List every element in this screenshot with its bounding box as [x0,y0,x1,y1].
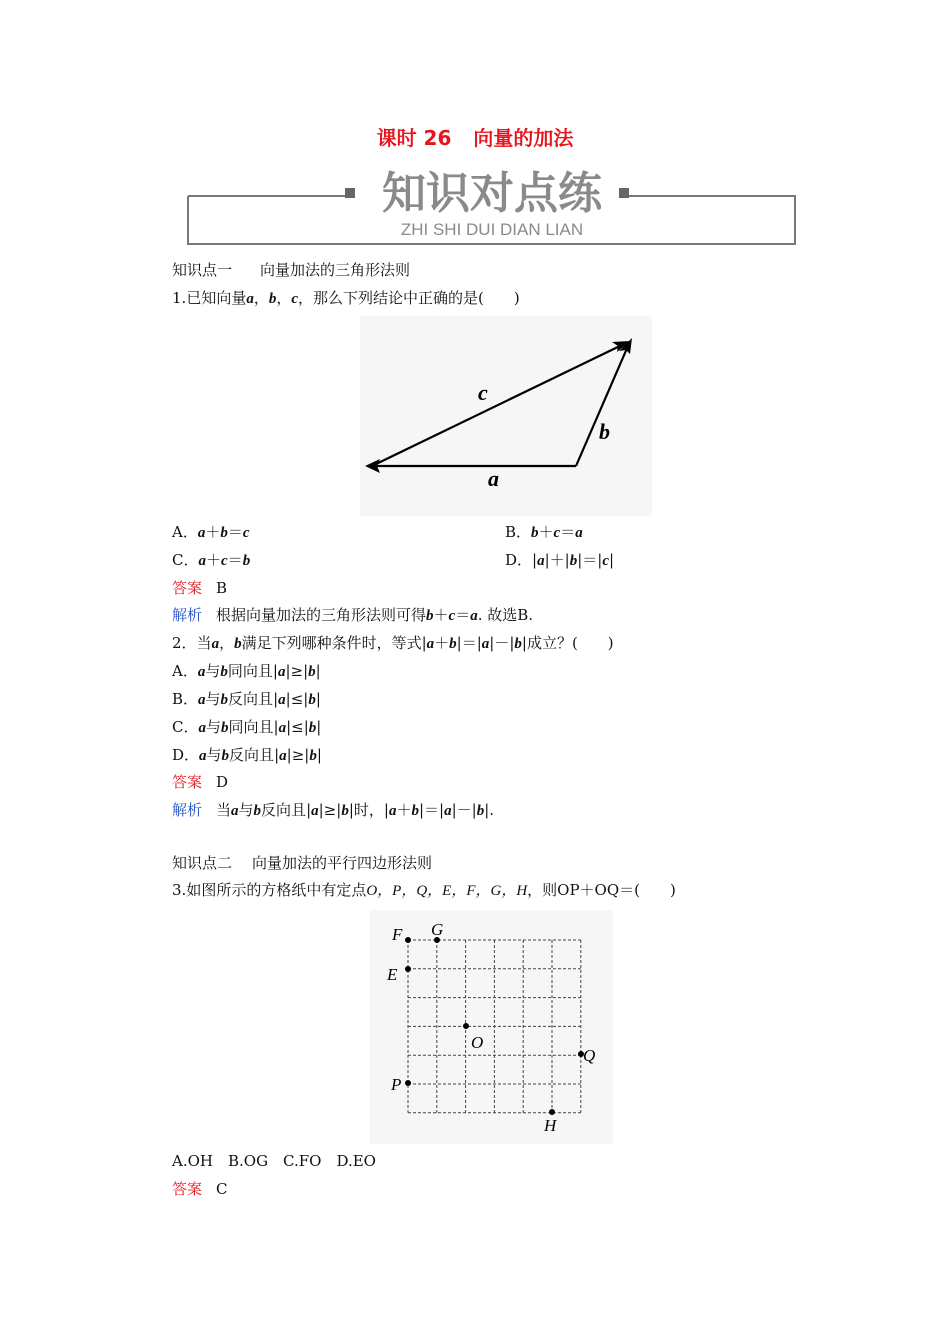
question-1-option-b: B．b＋c＝a [505,523,583,541]
question-3-options: A.OH B.OG C.FO D.EO [172,1152,376,1170]
vector-b-label: b [599,419,610,444]
question-2-answer: 答案 D [172,773,229,791]
question-2-option-c: C．a与b同向且|a|≤|b| [172,718,322,736]
question-1-option-d: D．|a|＋|b|＝|c| [505,551,615,569]
question-1-answer: 答案 B [172,579,228,597]
question-3-answer: 答案 C [172,1180,228,1198]
banner-subtitle: ZHI SHI DUI DIAN LIAN [400,220,584,239]
question-2-stem: 2．当a，b满足下列哪种条件时，等式|a＋b|＝|a|－|b|成立？( ) [172,634,614,652]
triangle-figure [360,316,652,516]
question-1-analysis: 解析 根据向量加法的三角形法则可得b＋c＝a. 故选B. [172,606,534,624]
point-p-label: P [391,1075,402,1094]
point-q-label: Q [583,1046,596,1065]
point-e-label: E [387,965,398,984]
point-g-label: G [431,920,444,939]
banner-title: 知识对点练 [382,168,602,219]
question-3-stem: 3.如图所示的方格纸中有定点O，P，Q，E，F，G，H，则OP＋OQ＝( ) [172,881,676,899]
question-1-option-c: C．a＋c＝b [172,551,251,569]
knowledge-point-2: 知识点二 向量加法的平行四边形法则 [172,854,433,872]
vector-c-label: c [478,380,488,405]
lesson-number: 课时 26 [376,126,452,150]
lesson-topic: 向量的加法 [473,126,574,150]
question-1-stem: 1.已知向量a，b，c，那么下列结论中正确的是( ) [172,289,520,307]
point-o-label: O [471,1033,484,1052]
knowledge-point-1: 知识点一 向量加法的三角形法则 [172,261,411,279]
question-1-option-a: A．a＋b＝c [172,523,250,541]
question-2-option-a: A．a与b同向且|a|≥|b| [172,662,321,680]
point-f-label: F [392,925,403,944]
section-banner [187,164,797,246]
vector-a-label: a [488,466,499,491]
question-2-analysis: 解析 当a与b反向且|a|≥|b|时，|a＋b|＝|a|－|b|. [172,801,495,819]
question-2-option-d: D．a与b反向且|a|≥|b| [172,746,322,764]
question-2-option-b: B．a与b反向且|a|≤|b| [172,690,321,708]
point-h-label: H [544,1116,557,1135]
page-title [0,122,950,151]
grid-figure [370,910,613,1144]
